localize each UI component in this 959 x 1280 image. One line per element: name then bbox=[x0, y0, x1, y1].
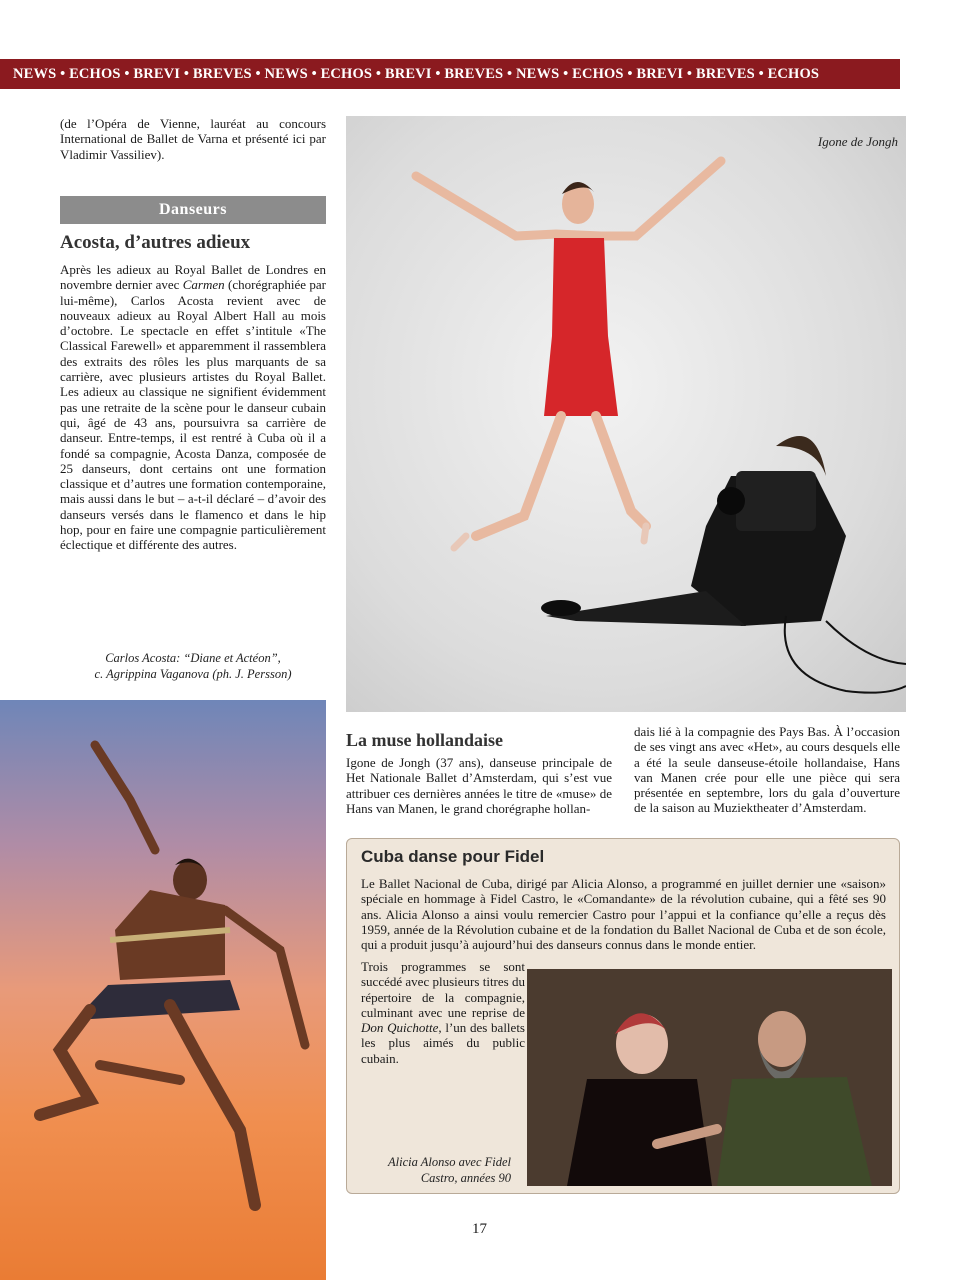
caption-line: Alicia Alonso avec Fidel bbox=[388, 1155, 511, 1169]
photo-igone-de-jongh bbox=[346, 116, 906, 712]
cuba-text-a: Trois programmes se sont succédé avec plusieurs titres du répertoire de la compagnie, culminant avec une reprise de bbox=[361, 959, 525, 1020]
acosta-text-2: (chorégraphiée par lui-même), Carlos Acosta revient avec de nouveaux adieux au Royal Albert Hall au mois d’octobre. Le spectacle en effet s’intitule «The Classical Farewell» et apparemment il rassemblera des extraits des rôles les plus marquants de sa carrière, avec plusieurs artistes du Royal Ballet. Les adieux au classique ne signifient évidemment pas une retraite de la scène pour le danseur cubain qui, âgé de 43 ans, poursuivra sa carrière de danseur. Entre-temps, il est rentré à Cuba où il a fondé sa compagnie, Acosta Danza, composée de 25 danseurs, dont certains ont une formation classique et d’autres une formation contemporaine, mais aussi dans le but – a-t-il déclaré – d’avoir des danseurs versés dans le flamenco et dans le hip hop, pour en faire une compagnie particulièrement éclectique et différente des autres. bbox=[60, 277, 326, 553]
page-number: 17 bbox=[472, 1221, 487, 1237]
sidebar-box-cuba bbox=[346, 838, 900, 1194]
photo-caption-castro bbox=[361, 1154, 511, 1186]
section-banner: NEWS • ECHOS • BREVI • BREVES • NEWS • ECHOS • BREVI • BREVES • NEWS • ECHOS • BREVI • BREVES • ECHOS bbox=[0, 59, 900, 89]
photo-caption-jongh: Igone de Jongh bbox=[817, 134, 898, 149]
photo-alonso-castro bbox=[527, 969, 892, 1186]
dancer-illustration bbox=[0, 700, 326, 1280]
article-title-muse: La muse hollandaise bbox=[346, 730, 504, 750]
caption-line: Castro, années 90 bbox=[420, 1171, 511, 1185]
article-body-acosta bbox=[60, 262, 326, 553]
acosta-text-1: Après les adieux au Royal Ballet de Londres en novembre dernier avec bbox=[60, 262, 326, 293]
caption-line: Carlos Acosta: “Diane et Actéon”, bbox=[105, 651, 281, 665]
section-heading: Danseurs bbox=[60, 196, 326, 224]
article-body-muse-col1: Igone de Jongh (37 ans), danseuse principale de Het Nationale Ballet d’Amsterdam, qui s’est vue attribuer ces dernières années le titre de «muse» de Hans van Manen, le grand chorégraphe hollan- bbox=[346, 755, 612, 816]
dancer-illustration bbox=[346, 116, 906, 712]
article-title-cuba: Cuba danse pour Fidel bbox=[361, 847, 545, 866]
photo-carlos-acosta bbox=[0, 700, 326, 1280]
photo-illustration bbox=[527, 969, 892, 1186]
article-body-muse-col2: dais lié à la compagnie des Pays Bas. À l’occasion de ses vingt ans avec «Het», au cours desquels elle a été la seule danseuse-étoile hollandaise, Hans van Manen crée pour elle une pièce qui sera présentée en septembre, lors du gala d’ouverture de la saison au Muziektheater d’Amsterdam. bbox=[634, 724, 900, 816]
photo-caption-acosta bbox=[60, 650, 326, 682]
carmen-title: Carmen bbox=[182, 277, 225, 293]
don-quichotte-title: Don Quichotte bbox=[361, 1020, 439, 1036]
article-body-cuba: Le Ballet Nacional de Cuba, dirigé par Alicia Alonso, a programmé en juillet dernier une «saison» spéciale en hommage à Fidel Castro, le «Comandante» de la révolution cubaine, qui a fêté ses 90 ans. Alicia Alonso a ainsi voulu remercier Castro pour l’appui et la confiance qu’elle a reçus dès 1959, année de la Révolution cubaine et de la fondation du Ballet Nacional de Cuba et de son école, qui a produit jusqu’à aujourd’hui des danseurs connus dans le monde entier. bbox=[361, 876, 886, 953]
intro-paragraph: (de l’Opéra de Vienne, lauréat au concours International de Ballet de Varna et présenté ici par Vladimir Vassiliev). bbox=[60, 116, 326, 162]
article-body-cuba-col bbox=[361, 959, 525, 1066]
caption-line: c. Agrippina Vaganova (ph. J. Persson) bbox=[94, 667, 292, 681]
article-title-acosta: Acosta, d’autres adieux bbox=[60, 232, 251, 253]
cuba-text-b: , l’un des ballets les plus aimés du public cubain. bbox=[361, 1020, 525, 1066]
